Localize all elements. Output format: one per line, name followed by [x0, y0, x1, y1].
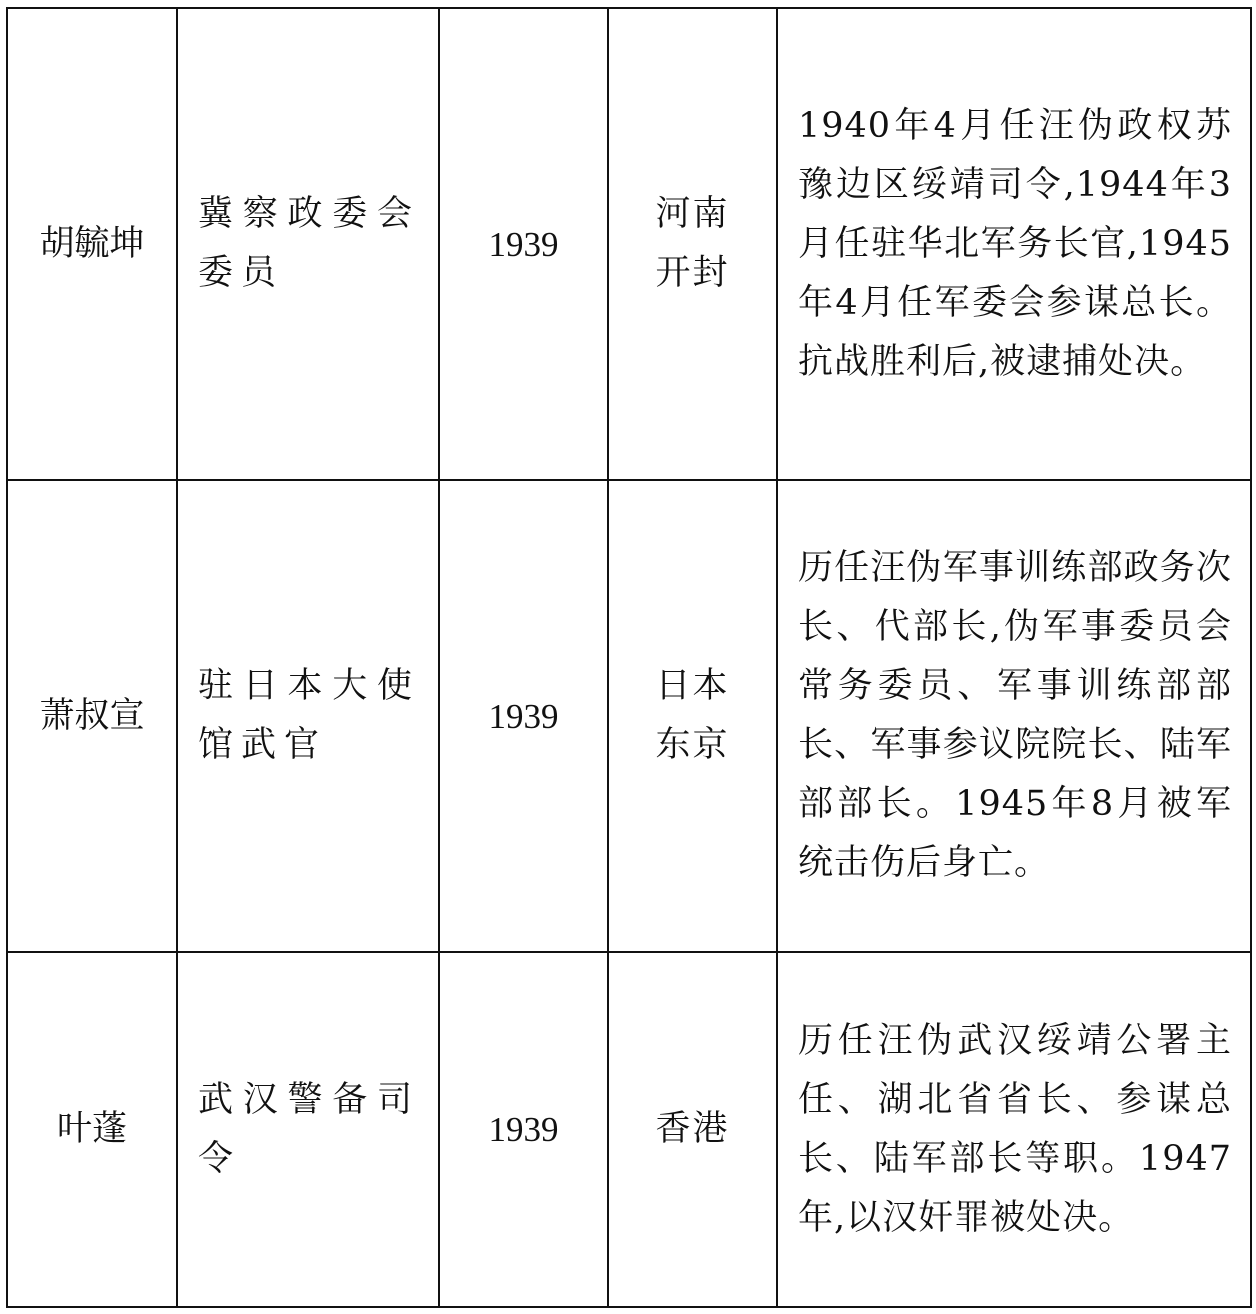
table-row	[7, 952, 1251, 1307]
post-cell: 冀察政委会委员	[177, 8, 439, 480]
table-row	[7, 8, 1251, 480]
year-cell: 1939	[439, 952, 608, 1307]
place-line: 开封	[655, 253, 730, 293]
name-cell: 萧叔宣	[7, 480, 177, 952]
place-cell	[608, 952, 777, 1307]
year-cell: 1939	[439, 480, 608, 952]
place-line: 香港	[655, 1109, 730, 1149]
note-cell: 历任汪伪军事训练部政务次长、代部长,伪军事委员会常务委员、军事训练部部长、军事参议院院长、陆军部部长。1945年8月被军统击伤后身亡。	[777, 480, 1251, 952]
note-cell: 历任汪伪武汉绥靖公署主任、湖北省省长、参谋总长、陆军部长等职。1947年,以汉奸罪被处决。	[777, 952, 1251, 1307]
place-line: 日本	[655, 666, 730, 706]
year-cell: 1939	[439, 8, 608, 480]
name-cell: 胡毓坤	[7, 8, 177, 480]
personnel-table	[6, 7, 1252, 1308]
place-cell	[608, 480, 777, 952]
table-row	[7, 480, 1251, 952]
name-cell: 叶蓬	[7, 952, 177, 1307]
post-cell: 驻日本大使馆武官	[177, 480, 439, 952]
post-cell: 武汉警备司令	[177, 952, 439, 1307]
note-cell: 1940年4月任汪伪政权苏豫边区绥靖司令,1944年3月任驻华北军务长官,1945年4月任军委会参谋总长。抗战胜利后,被逮捕处决。	[777, 8, 1251, 480]
place-line: 河南	[655, 194, 730, 234]
place-line: 东京	[655, 725, 730, 765]
place-cell	[608, 8, 777, 480]
